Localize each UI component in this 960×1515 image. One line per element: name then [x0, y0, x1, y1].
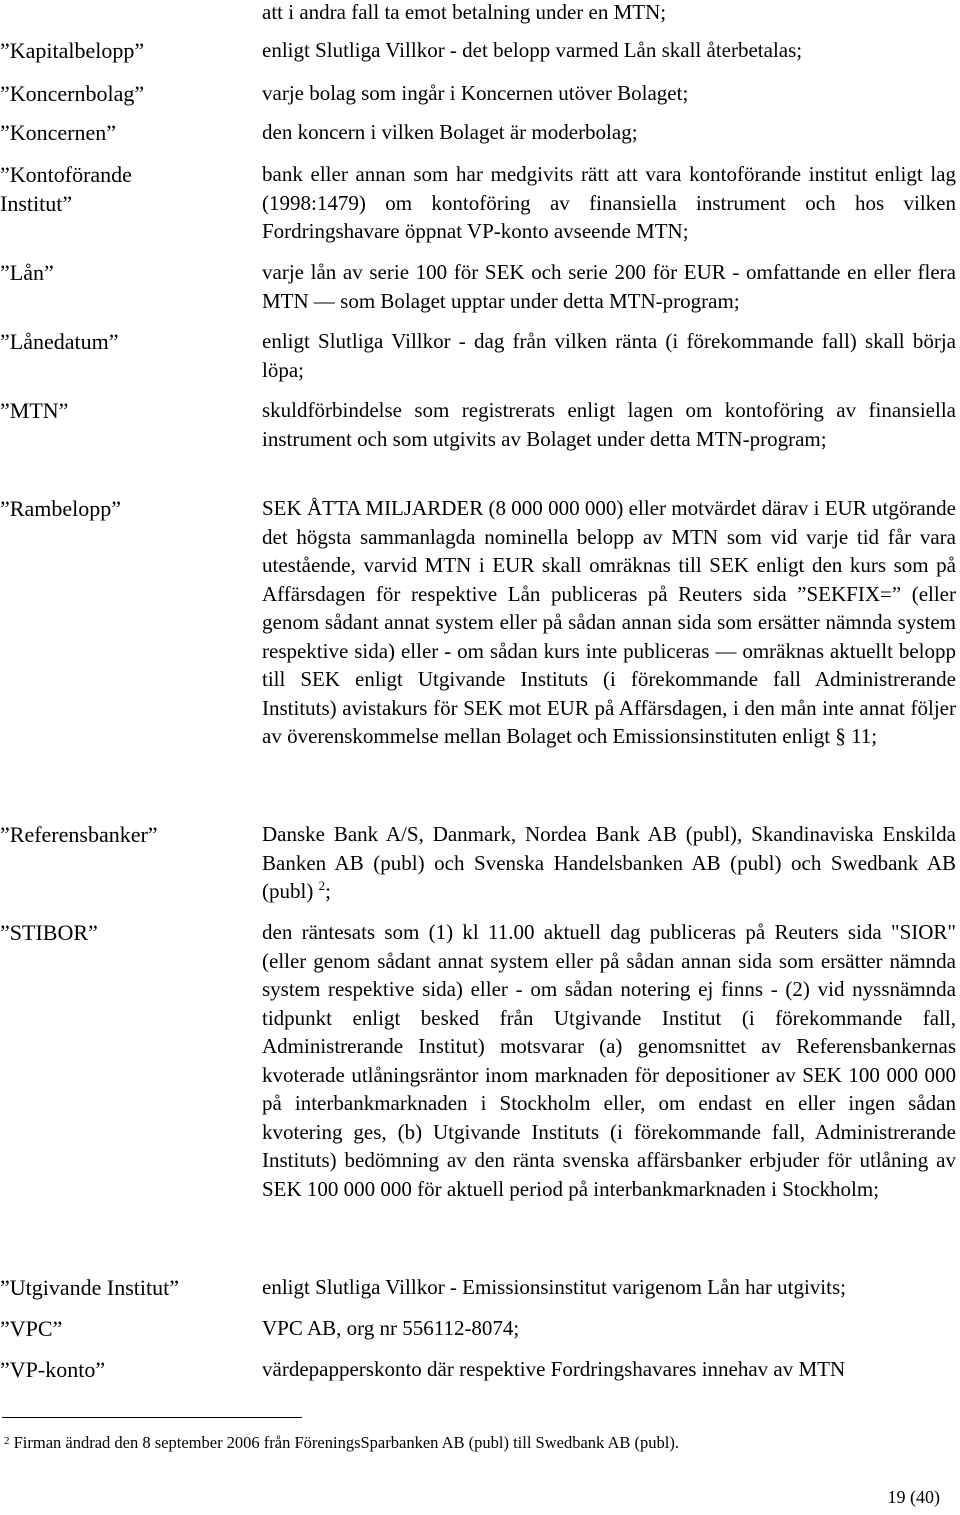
footnote: [4, 1432, 679, 1454]
definition-text: den koncern i vilken Bolaget är moderbolag;: [262, 120, 638, 144]
term-label: ”Kapitalbelopp”: [0, 38, 145, 63]
footnote-number: 2: [4, 1435, 10, 1447]
definition-text: värdepapperskonto där respektive Fordringshavares innehav av MTN: [262, 1357, 846, 1381]
definition-text: varje lån av serie 100 för SEK och serie 200 för EUR - omfattande en eller flera MTN — som Bolaget upptar under detta MTN-program;: [262, 260, 956, 313]
definition-text: enligt Slutliga Villkor - Emissionsinstitut varigenom Lån har utgivits;: [262, 1275, 846, 1299]
definition-text-main: Danske Bank A/S, Danmark, Nordea Bank AB (publ), Skandinaviska Enskilda Banken AB (publ) och Svenska Handelsbanken AB (publ) och Swedbank AB (publ): [262, 822, 956, 903]
term-label: ”VP-konto”: [0, 1357, 106, 1382]
term-label: ”Lån”: [0, 260, 54, 285]
definition-text: VPC AB, org nr 556112-8074;: [262, 1316, 520, 1340]
term-label: [0, 160, 250, 218]
definition-text: varje bolag som ingår i Koncernen utöver Bolaget;: [262, 81, 689, 105]
definition-text: SEK ÅTTA MILJARDER (8 000 000 000) eller motvärdet därav i EUR utgörande det högsta sammanlagda nominella belopp av MTN som vid varje tid får vara utestående, varvid MTN i EUR skall omräknas till SEK enligt den kurs som på Affärsdagen för respektive Lån publiceras på Reuters sida ”SEKFIX=” (eller genom sådant annat system eller på sådan annan sida som ersätter nämnda system respektive sida) eller - om sådan kurs inte publiceras — omräknas aktuellt belopp till SEK enligt Utgivande Instituts (i förekommande fall Administrerande Instituts) avistakurs för SEK mot EUR på Affärsdagen, i den mån inte annat följer av överenskommelse mellan Bolaget och Emissionsinstituten enligt § 11;: [262, 496, 956, 748]
term-label: ”Koncernbolag”: [0, 81, 145, 106]
term-label: ”STIBOR”: [0, 920, 98, 945]
definition-text-tail: ;: [325, 879, 331, 903]
term-label: ”Rambelopp”: [0, 496, 121, 521]
footnote-divider: [2, 1417, 302, 1418]
term-label-line: Institut”: [0, 191, 73, 216]
definition-text: enligt Slutliga Villkor - dag från vilken ränta (i förekommande fall) skall börja löpa;: [262, 329, 956, 382]
page-number: 19 (40): [887, 1487, 940, 1507]
term-label-line: ”Kontoförande: [0, 162, 132, 187]
term-label: ”MTN”: [0, 398, 69, 423]
footnote-text: Firman ändrad den 8 september 2006 från FöreningsSparbanken AB (publ) till Swedbank AB (publ).: [13, 1433, 680, 1452]
definition-text: skuldförbindelse som registrerats enligt lagen om kontoföring av finansiella instrument och som utgivits av Bolaget under detta MTN-program;: [262, 398, 956, 451]
footnote-reference: 2: [318, 878, 326, 893]
definition-text: den räntesats som (1) kl 11.00 aktuell dag publiceras på Reuters sida "SIOR" (eller genom sådant annat system eller på sådan annan sida som ersätter nämnda system respektive sida) eller - om sådan notering ej finns - (2) vid nyssnämnda tidpunkt enligt besked från Utgivande Institut (i förekommande fall, Administrerande Institut) motsvarar (a) genomsnittet av Referensbankernas kvoterade utlåningsräntor inom marknaden för depositioner av SEK 100 000 000 på interbankmarknaden i Stockholm eller, om endast en eller ingen sådan kvotering ges, (b) Utgivande Instituts (i förekommande fall, Administrerande Instituts) bedömning av den ränta svenska affärsbanker erbjuder för utlåning av SEK 100 000 000 för aktuell period på interbankmarknaden i Stockholm;: [262, 920, 956, 1201]
definition-text: att i andra fall ta emot betalning under en MTN;: [262, 0, 667, 24]
term-label: ”Lånedatum”: [0, 329, 119, 354]
definition-text: enligt Slutliga Villkor - det belopp varmed Lån skall återbetalas;: [262, 38, 803, 62]
definition-text: [262, 820, 956, 906]
term-label: ”Utgivande Institut”: [0, 1275, 180, 1300]
term-label: ”Referensbanker”: [0, 822, 158, 847]
definition-text: bank eller annan som har medgivits rätt att vara kontoförande institut enligt lag (1998:1479) om kontoföring av finansiella instrument och hos vilken Fordringshavare öppnat VP-konto avseende MTN;: [262, 162, 956, 243]
term-label: ”Koncernen”: [0, 120, 117, 145]
term-label: ”VPC”: [0, 1316, 63, 1341]
